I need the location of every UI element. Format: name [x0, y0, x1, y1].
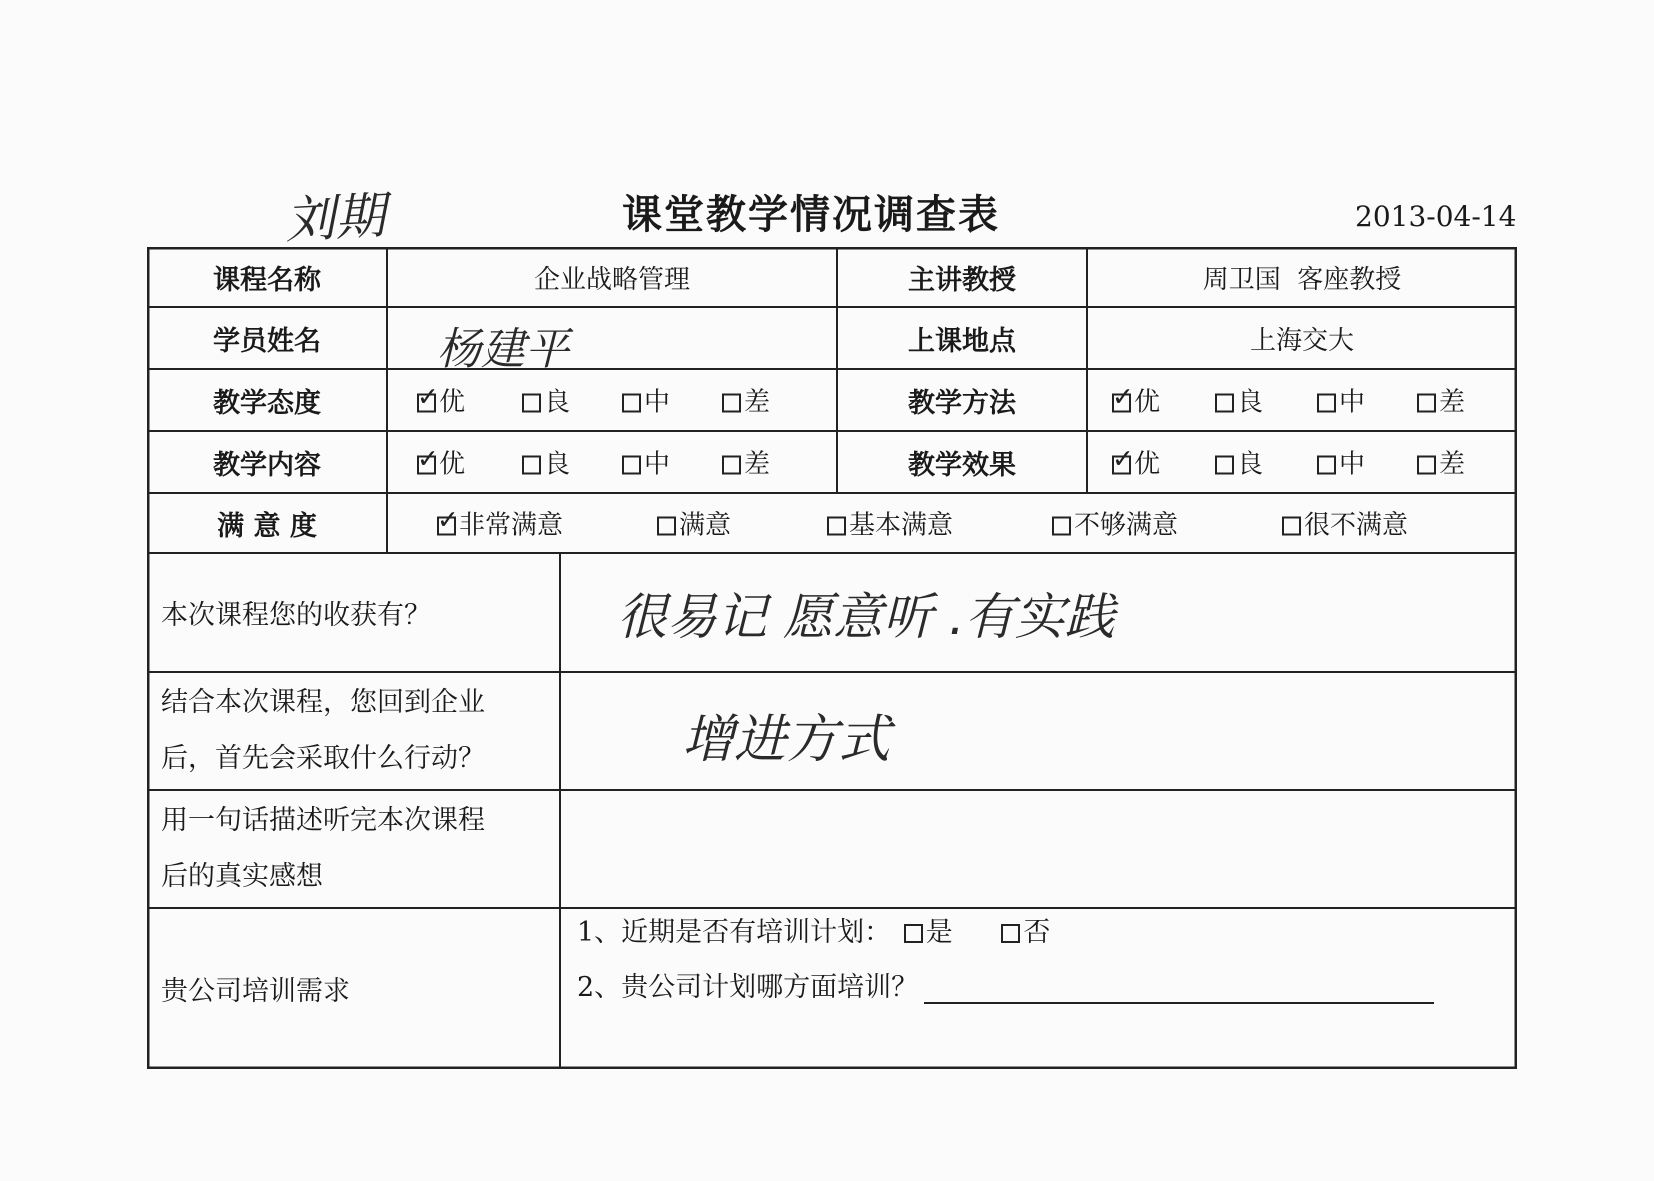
needs-answer-line[interactable]	[924, 982, 1434, 1004]
checked-box-icon	[1112, 394, 1131, 413]
checked-box-icon	[417, 394, 436, 413]
needs-question-2-text: 2、贵公司计划哪方面培训？	[577, 972, 919, 1003]
option-label: 差	[744, 449, 771, 480]
effect-options	[1087, 431, 1517, 493]
option-label: 否	[1023, 917, 1051, 948]
student-value[interactable]: 杨建平	[437, 324, 569, 375]
content-label: 教学内容	[213, 449, 321, 481]
satisfaction-option-5[interactable]	[1282, 505, 1408, 542]
attitude-option-3[interactable]	[622, 382, 670, 419]
course-value[interactable]: 企业战略管理	[533, 264, 690, 295]
form-date: 2013-04-14	[1355, 200, 1517, 233]
method-option-2[interactable]	[1215, 382, 1263, 419]
needs-yes-option[interactable]	[904, 917, 953, 948]
option-label: 优	[1134, 387, 1161, 418]
action-label-line-1: 结合本次课程，您回到企业	[161, 687, 485, 718]
effect-option-4[interactable]	[1417, 444, 1465, 481]
content-option-4[interactable]	[722, 444, 770, 481]
professor-value[interactable]: 周卫国 客座教授	[1202, 264, 1402, 295]
option-label: 优	[1134, 449, 1161, 480]
checkbox-icon	[1417, 394, 1436, 413]
attitude-label: 教学态度	[213, 387, 321, 419]
option-label: 中	[1339, 449, 1366, 480]
gain-answer[interactable]: 很易记 愿意听 .有实践	[617, 588, 1115, 646]
option-label: 差	[744, 387, 771, 418]
checkbox-icon	[904, 924, 923, 943]
needs-question-1	[577, 910, 1050, 949]
option-label: 不够满意	[1074, 510, 1179, 541]
method-option-3[interactable]	[1317, 382, 1365, 419]
effect-option-1[interactable]	[1112, 444, 1160, 481]
checkbox-icon	[622, 394, 641, 413]
option-label: 很不满意	[1304, 510, 1409, 541]
effect-label: 教学效果	[908, 449, 1016, 481]
feeling-answer[interactable]	[560, 790, 1517, 908]
satisfaction-option-2[interactable]	[657, 505, 731, 542]
option-label: 中	[1339, 387, 1366, 418]
checkbox-icon	[722, 394, 741, 413]
checkbox-icon	[722, 456, 741, 475]
option-label: 中	[644, 449, 671, 480]
attitude-option-4[interactable]	[722, 382, 770, 419]
checkbox-icon	[1215, 456, 1234, 475]
needs-no-option[interactable]	[1001, 917, 1050, 948]
satisfaction-options	[387, 493, 1517, 553]
option-label: 中	[644, 387, 671, 418]
checkbox-icon	[1417, 456, 1436, 475]
needs-label: 贵公司培训需求	[161, 976, 350, 1007]
option-label: 优	[439, 449, 466, 480]
option-label: 良	[544, 449, 571, 480]
location-value[interactable]: 上海交大	[1249, 325, 1354, 356]
option-label: 良	[1237, 387, 1264, 418]
location-label: 上课地点	[908, 325, 1016, 357]
checkbox-icon	[522, 456, 541, 475]
form-title: 课堂教学情况调查表	[622, 191, 1000, 238]
method-options	[1087, 369, 1517, 431]
feeling-label-line-1: 用一句话描述听完本次课程	[161, 805, 485, 836]
effect-option-3[interactable]	[1317, 444, 1365, 481]
option-label: 基本满意	[849, 510, 954, 541]
satisfaction-label: 满 意 度	[217, 510, 317, 542]
action-answer[interactable]: 增进方式	[682, 710, 891, 770]
gain-label: 本次课程您的收获有？	[161, 600, 431, 631]
checkbox-icon	[1215, 394, 1234, 413]
option-label: 是	[925, 917, 953, 948]
effect-option-2[interactable]	[1215, 444, 1263, 481]
content-option-3[interactable]	[622, 444, 670, 481]
checkbox-icon	[657, 517, 676, 536]
survey-form	[147, 247, 1517, 1069]
checkbox-icon	[522, 394, 541, 413]
checkbox-icon	[1317, 394, 1336, 413]
checked-box-icon	[1112, 456, 1131, 475]
handwritten-tag: 刘期	[283, 186, 387, 250]
action-label	[147, 672, 560, 790]
option-label: 优	[439, 387, 466, 418]
content-option-1[interactable]	[417, 444, 465, 481]
feeling-label-line-2: 后的真实感想	[161, 861, 323, 892]
content-option-2[interactable]	[522, 444, 570, 481]
action-label-line-2: 后，首先会采取什么行动？	[161, 743, 485, 774]
attitude-option-2[interactable]	[522, 382, 570, 419]
checkbox-icon	[1001, 924, 1020, 943]
option-label: 差	[1439, 387, 1466, 418]
needs-question-2	[577, 965, 1434, 1004]
checkbox-icon	[827, 517, 846, 536]
checkbox-icon	[622, 456, 641, 475]
checkbox-icon	[1052, 517, 1071, 536]
satisfaction-option-4[interactable]	[1052, 505, 1178, 542]
professor-label: 主讲教授	[908, 264, 1016, 296]
satisfaction-option-1[interactable]	[437, 505, 563, 542]
content-options	[387, 431, 837, 493]
option-label: 差	[1439, 449, 1466, 480]
option-label: 良	[1237, 449, 1264, 480]
student-label: 学员姓名	[213, 325, 321, 357]
course-label: 课程名称	[213, 264, 321, 296]
checked-box-icon	[417, 456, 436, 475]
method-option-4[interactable]	[1417, 382, 1465, 419]
method-label: 教学方法	[908, 387, 1016, 419]
satisfaction-option-3[interactable]	[827, 505, 953, 542]
option-label: 非常满意	[459, 510, 564, 541]
option-label: 良	[544, 387, 571, 418]
option-label: 满意	[679, 510, 732, 541]
method-option-1[interactable]	[1112, 382, 1160, 419]
checkbox-icon	[1317, 456, 1336, 475]
needs-question-1-text: 1、近期是否有培训计划：	[577, 917, 892, 948]
attitude-option-1[interactable]	[417, 382, 465, 419]
checked-box-icon	[437, 517, 456, 536]
checkbox-icon	[1282, 517, 1301, 536]
feeling-label	[147, 790, 560, 908]
attitude-options	[387, 369, 837, 431]
